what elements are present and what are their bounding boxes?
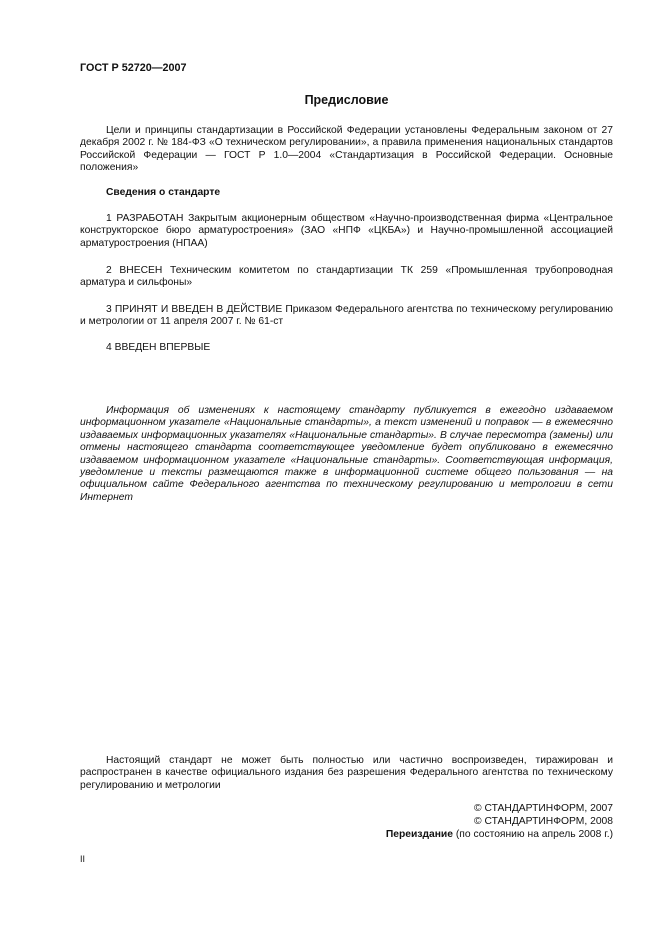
page-number: II bbox=[80, 854, 86, 864]
reprint-label: Переиздание bbox=[385, 829, 453, 840]
list-item-introduced: 4 ВВЕДЕН ВПЕРВЫЕ bbox=[106, 342, 211, 353]
reprint-detail: (по состоянию на апрель 2008 г.) bbox=[453, 829, 613, 840]
copyright-notice: Настоящий стандарт не может быть полностью или частично воспроизведен, тиражирован и распространен в качестве официального издания без разрешения Федерального агентства по техническому регулированию и метрологии bbox=[80, 755, 613, 791]
reprint-line bbox=[386, 829, 613, 841]
copyright-2007: © СТАНДАРТИНФОРМ, 2007 bbox=[474, 803, 613, 814]
list-item-adopted: 3 ПРИНЯТ И ВВЕДЕН В ДЕЙСТВИЕ Приказом Федерального агентства по техническому регулированию и метрологии от 11 апреля 2007 г. № 61-ст bbox=[80, 304, 613, 328]
list-item-submitted: 2 ВНЕСЕН Техническим комитетом по стандартизации ТК 259 «Промышленная трубопроводная арматура и сильфоны» bbox=[80, 265, 613, 289]
copyright-2008: © СТАНДАРТИНФОРМ, 2008 bbox=[474, 816, 613, 827]
notice-paragraph: Информация об изменениях к настоящему стандарту публикуется в ежегодно издаваемом информационном указателе «Национальные стандарты», а текст изменений и поправок — в ежемесячно издаваемых информационных указателях «Национальные стандарты». В случае пересмотра (замены) или отмены настоящего стандарта соответствующее уведомление будет опубликовано в ежемесячно издаваемом информационном указателе «Национальные стандарты». Соответствующая информация, уведомление и тексты размещаются также в информационной системе общего пользования — на официальном сайте Федерального агентства по техническому регулированию и метрологии в сети Интернет bbox=[80, 405, 613, 503]
document-code-header: ГОСТ Р 52720—2007 bbox=[80, 62, 187, 74]
section-heading: Сведения о стандарте bbox=[106, 187, 221, 198]
intro-paragraph: Цели и принципы стандартизации в Российской Федерации установлены Федеральным законом от 27 декабря 2002 г. № 184-ФЗ «О техническом регулировании», а правила применения национальных стандартов Российской Федерации — ГОСТ Р 1.0—2004 «Стандартизация в Российской Федерации. Основные положения» bbox=[80, 125, 613, 174]
page-title: Предисловие bbox=[304, 93, 389, 107]
list-item-developed: 1 РАЗРАБОТАН Закрытым акционерным обществом «Научно-производственная фирма «Центральное конструкторское бюро арматуростроения» (ЗАО «НПФ «ЦКБА») и Научно-промышленной ассоциацией арматуростроения (НПАА) bbox=[80, 213, 613, 249]
